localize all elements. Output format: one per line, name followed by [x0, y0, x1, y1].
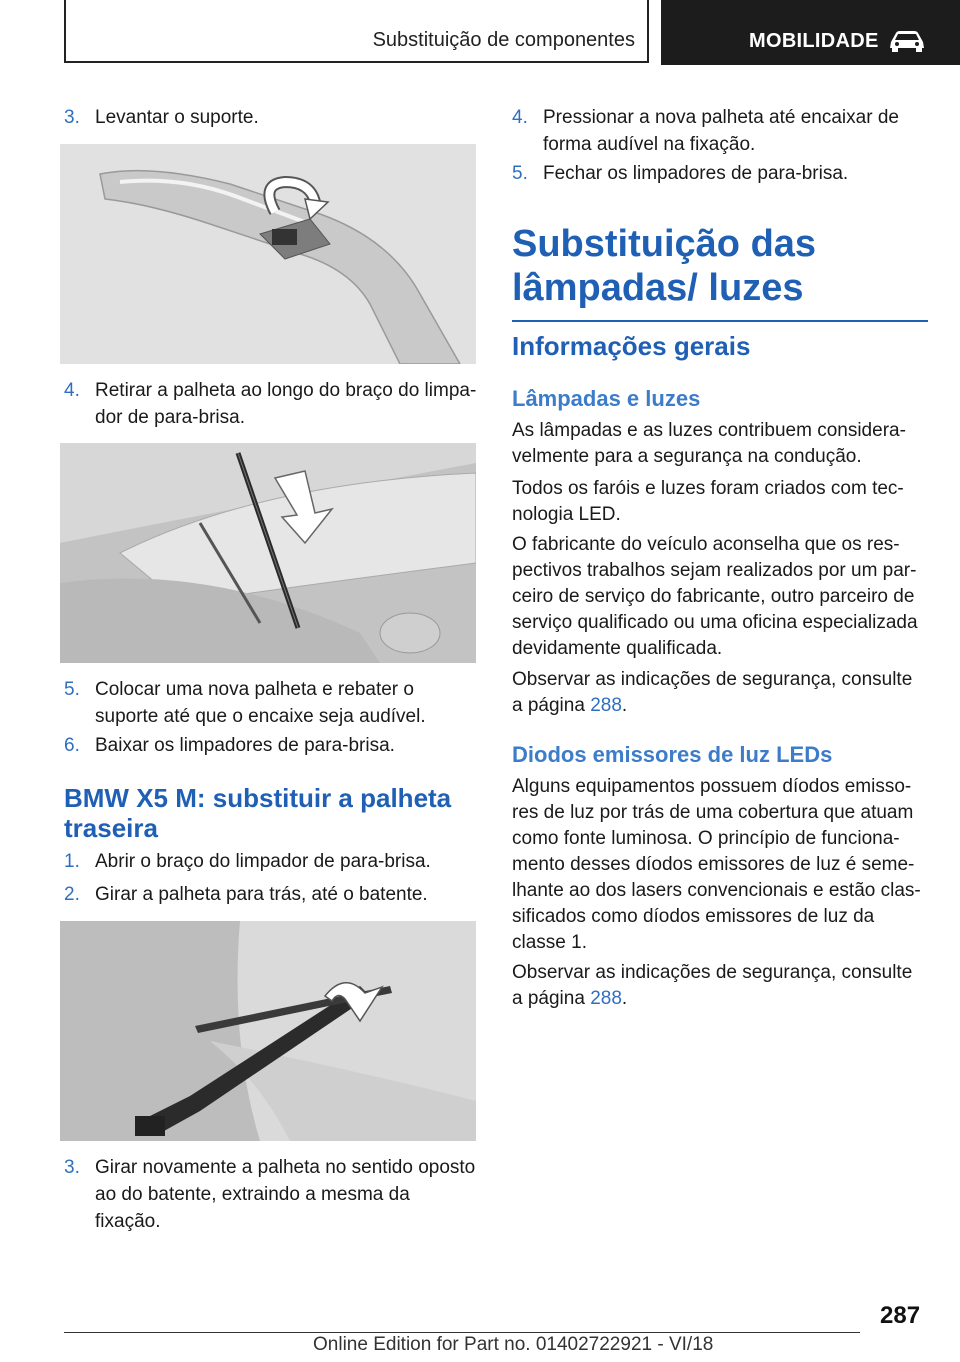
- sub-heading: Informações gerais: [512, 331, 751, 361]
- figure-lift-wiper-bracket: [60, 144, 476, 364]
- step-text: Pressionar a nova palheta até encaixar de forma audível na fixação.: [543, 107, 899, 155]
- step-number: 3.: [64, 1157, 80, 1178]
- list-item: [512, 104, 928, 158]
- list-item: [64, 104, 478, 131]
- car-icon: [887, 28, 927, 54]
- step-text: Baixar os limpadores de para-brisa.: [95, 735, 395, 756]
- step-text: Colocar uma nova palheta e rebater o suporte até que o encaixe seja audível.: [95, 679, 426, 727]
- step-text: Fechar os limpadores de para-brisa.: [543, 163, 849, 184]
- step-text: Levantar o suporte.: [95, 107, 259, 128]
- section-heading: Lâmpadas e luzes: [512, 386, 701, 411]
- step-number: 6.: [64, 735, 80, 756]
- page-link[interactable]: 288: [590, 988, 622, 1009]
- page-number: 287: [880, 1302, 921, 1329]
- section-heading: BMW X5 M: substituir a palheta traseira: [64, 783, 452, 843]
- section-heading: Diodos emissores de luz LEDs: [512, 742, 833, 767]
- step-text: Girar novamente a palheta no sentido oposto ao do batente, extraindo a mesma da fixação.: [95, 1157, 476, 1232]
- reference-end: .: [621, 988, 628, 1009]
- footer-divider: [64, 1332, 860, 1333]
- list-item: [64, 732, 478, 759]
- paragraph: As lâmpadas e as luzes contribuem considera-velmente para a segurança na condução.: [512, 420, 906, 467]
- footer-edition: Online Edition for Part no. 01402722921 - VI/18: [313, 1334, 714, 1355]
- chapter-tab: [661, 0, 960, 65]
- paragraph: [512, 667, 928, 719]
- step-number: 5.: [64, 679, 80, 700]
- step-number: 3.: [64, 107, 80, 128]
- paragraph: Todos os faróis e luzes foram criados com tec-nologia LED.: [512, 478, 904, 525]
- step-number: 2.: [64, 884, 80, 905]
- page-link[interactable]: 288: [590, 695, 622, 716]
- header-section-box: [64, 0, 649, 63]
- figure-remove-wiper-blade: [60, 443, 476, 663]
- section-title: Substituição de componentes: [372, 29, 635, 51]
- list-item: [64, 377, 478, 431]
- list-item: [64, 881, 478, 908]
- list-item: [512, 160, 928, 187]
- step-number: 4.: [64, 380, 80, 401]
- paragraph: [512, 960, 928, 1012]
- list-item: [64, 676, 478, 730]
- list-item: [64, 1154, 478, 1235]
- list-item: [64, 848, 478, 875]
- reference-end: .: [621, 695, 628, 716]
- paragraph: Alguns equipamentos possuem díodos emisso-res de luz por trás de uma cobertura que atuam como fonte luminosa. O princípio de funciona-mento desses díodos emissores de luz é seme-lhante ao dos lasers convencionais e estão clas-sificados como díodos emissores de luz da classe 1.: [512, 776, 921, 953]
- step-text: Girar a palheta para trás, até o batente.: [95, 884, 428, 905]
- paragraph: O fabricante do veículo aconselha que os res-pectivos trabalhos sejam realizados por um par-ceiro de serviço do fabricante, outro parceiro de serviço qualificado ou uma oficina especializada devidamente qualificada.: [512, 534, 918, 659]
- reference-text: Observar as indicações de segurança, consulte a página: [512, 669, 913, 716]
- step-text: Abrir o braço do limpador de para-brisa.: [95, 851, 431, 872]
- step-text: Retirar a palheta ao longo do braço do limpa-dor de para-brisa.: [95, 380, 477, 428]
- reference-text: Observar as indicações de segurança, consulte a página: [512, 962, 913, 1009]
- step-number: 4.: [512, 107, 528, 128]
- main-heading: Substituição das lâmpadas/ luzes: [512, 222, 928, 322]
- chapter-label: MOBILIDADE: [749, 30, 879, 52]
- step-number: 1.: [64, 851, 80, 872]
- figure-rear-wiper: [60, 921, 476, 1141]
- step-number: 5.: [512, 163, 528, 184]
